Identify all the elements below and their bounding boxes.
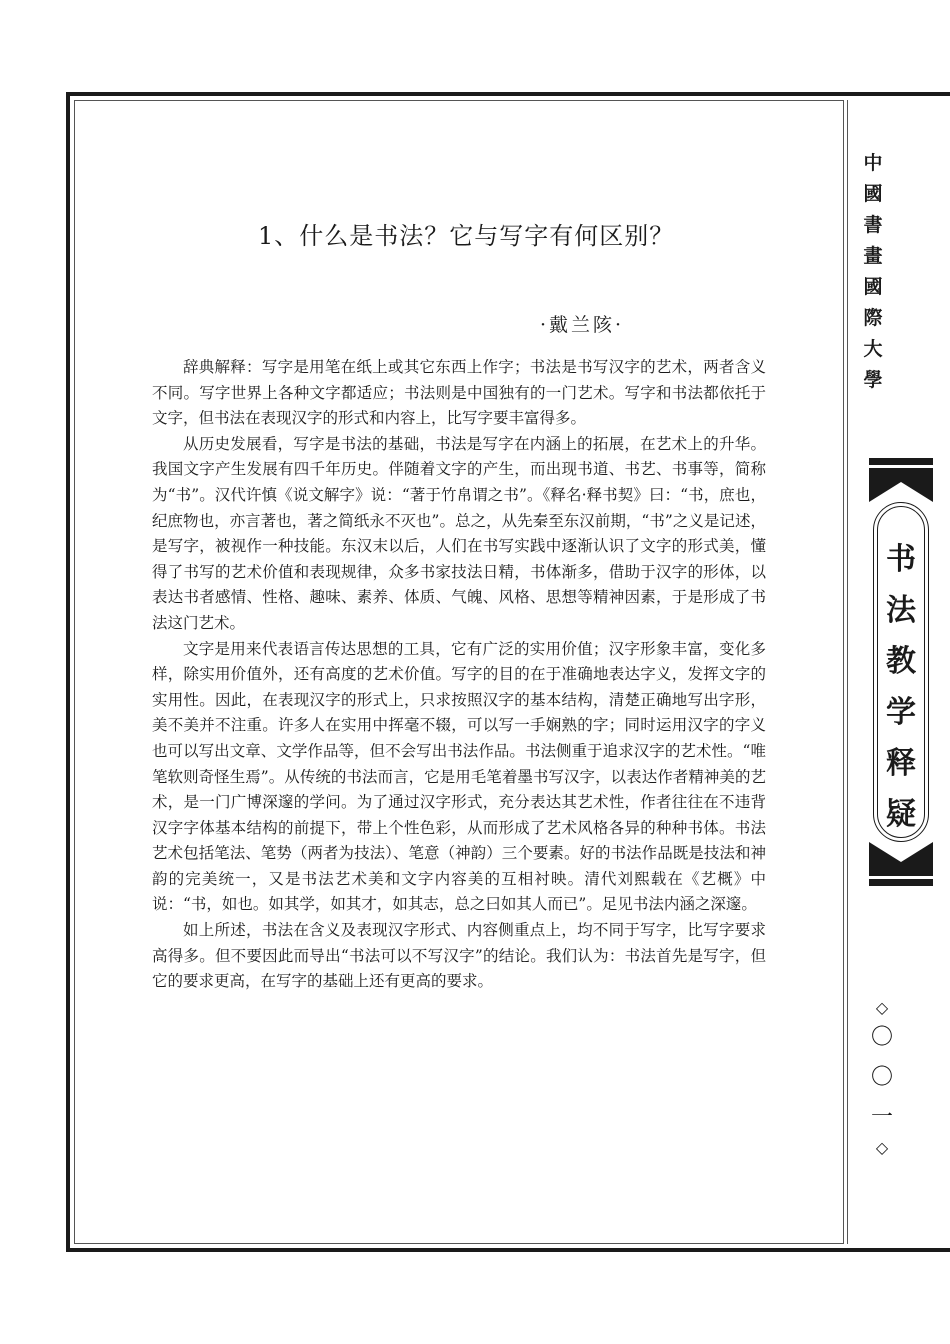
diamond-icon: ◇ <box>875 1138 889 1157</box>
article-title: 1、什么是书法？它与写字有何区别？ <box>258 222 675 250</box>
paragraph: 辞典解释：写字是用笔在纸上或其它东西上作字；书法是书写汉字的艺术，两者含义不同。写字世界上各种文字都适应；书法则是中国独有的一门艺术。写字和书法都依托于文字，但书法在表现汉字的形式和内容上，比写字要丰富得多。 <box>152 358 766 428</box>
article-author: ·戴兰陔· <box>540 314 625 336</box>
book-title-box <box>869 458 933 886</box>
page-number: ◇ 〇 〇 一 ◇ <box>860 998 904 1158</box>
article-body <box>152 355 766 995</box>
box-bottom-ornament <box>869 836 933 876</box>
series-title: 中 國 書 畫 國 際 大 學 <box>863 152 883 391</box>
paragraph: 文字是用来代表语言传达思想的工具，它有广泛的实用价值；汉字形象丰富，变化多样，除实用价值外，还有高度的艺术价值。写字的目的在于准确地表达字义，发挥文字的实用性。因此，在表现汉字的形式上，只求按照汉字的基本结构，清楚正确地写出字形，美不美并不注重。许多人在实用中挥毫不辍，可以写一手娴熟的字；同时运用汉字的字义也可以写出文章、文学作品等，但不会写出书法作品。书法侧重于追求汉字的艺术性。“唯笔软则奇怪生焉”。从传统的书法而言，它是用毛笔着墨书写汉字，以表达作者精神美的艺术，是一门广博深邃的学问。为了通过汉字形式，充分表达其艺术性，作者往往在不违背汉字字体基本结构的前提下，带上个性色彩，从而形成了艺术风格各异的种种书体。书法艺术包括笔法、笔势（两者为技法）、笔意（神韵）三个要素。好的书法作品既是技法和神韵的完美统一，又是书法艺术美和文字内容美的互相衬映。清代刘熙载在《艺概》中说：“书，如也。如其学，如其才，如其志，总之曰如其人而已”。足见书法内涵之深邃。 <box>152 639 766 914</box>
book-title: 书 法 教 学 释 疑 <box>886 542 916 832</box>
box-top-bar <box>869 458 933 465</box>
sidebar-rule <box>847 100 848 1244</box>
diamond-icon: ◇ <box>875 998 889 1017</box>
box-bottom-bar <box>869 879 933 886</box>
paragraph: 从历史发展看，写字是书法的基础，书法是写字在内涵上的拓展，在艺术上的升华。我国文字产生发展有四千年历史。伴随着文字的产生，而出现书道、书艺、书事等，简称为“书”。汉代许慎《说文解字》说：“著于竹帛谓之书”。《释名·释书契》曰：“书，庶也，纪庶物也，亦言著也，著之简纸永不灭也”。总之，从先秦至东汉前期，“书”之义是记述，是写字，被视作一种技能。东汉末以后，人们在书写实践中逐渐认识了文字的形式美，懂得了书写的艺术价值和表现规律，众多书家技法日精，书体渐多，借助于汉字的形体，以表达书者感情、性格、趣味、素养、体质、气魄、风格、思想等精神因素，于是形成了书法这门艺术。 <box>152 434 766 632</box>
paragraph: 如上所述，书法在含义及表现汉字形式、内容侧重点上，均不同于写字，比写字要求高得多。但不要因此而导出“书法可以不写汉字”的结论。我们认为：书法首先是写字，但它的要求更高，在写字的基础上还有更高的要求。 <box>152 921 766 991</box>
